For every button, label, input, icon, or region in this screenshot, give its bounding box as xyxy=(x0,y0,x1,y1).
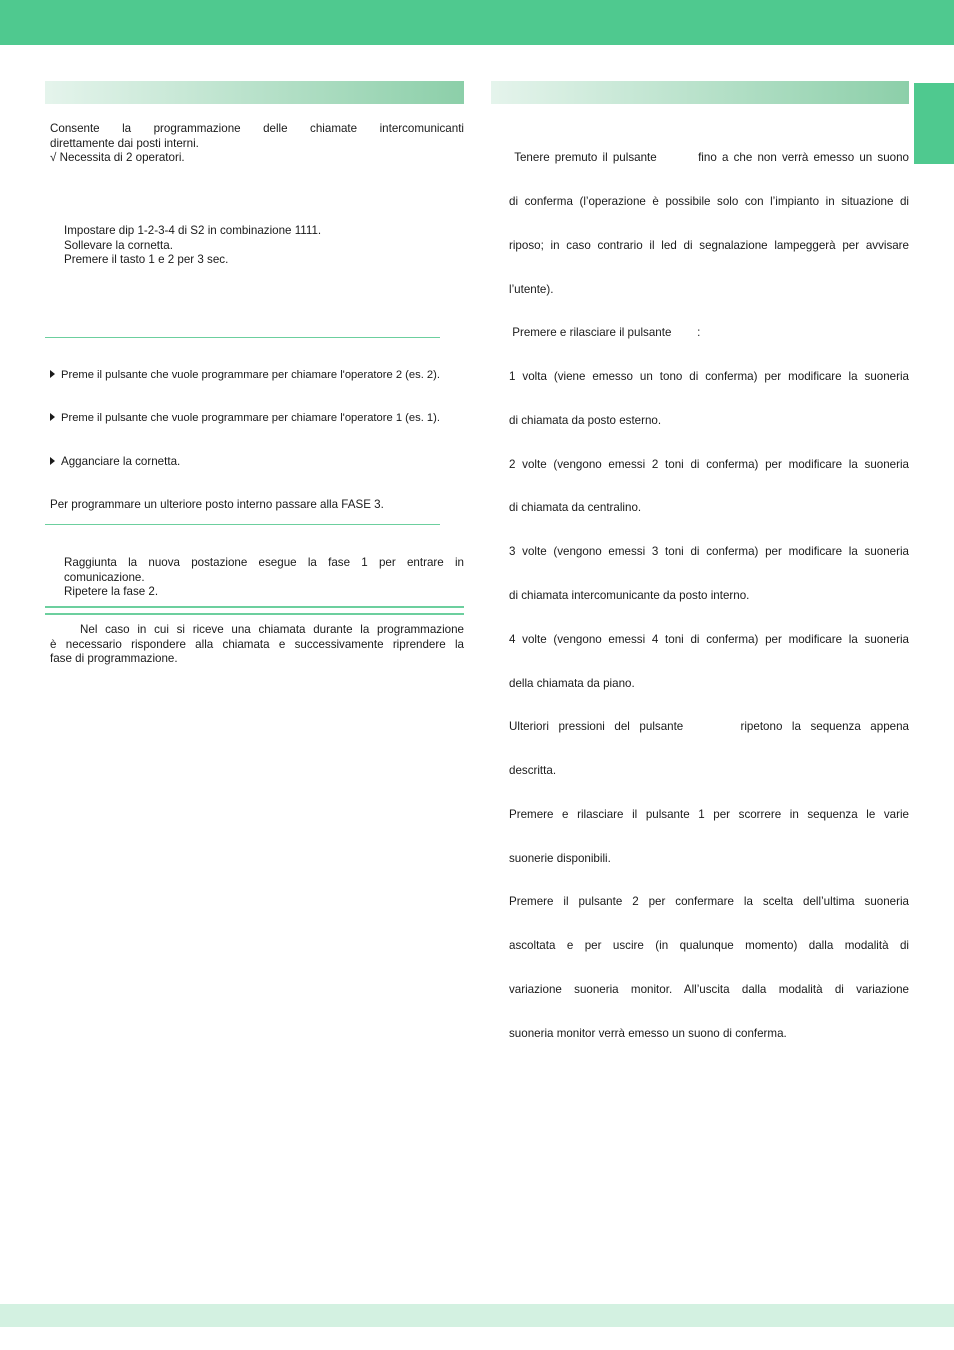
procedure-line: di chiamata da posto esterno. xyxy=(509,413,662,427)
procedure-line: 3 volte (vengono emessi 3 toni di conferma) per modificare la suoneria xyxy=(509,545,909,559)
note-divider-bottom xyxy=(45,613,464,615)
phase2-bullet xyxy=(50,368,440,383)
triangle-bullet-icon xyxy=(50,457,55,465)
top-color-bar xyxy=(0,0,954,45)
procedure-line: Ulteriori pressioni del pulsante ripetono la sequenza appena xyxy=(509,720,909,734)
divider-line xyxy=(45,337,440,338)
procedure-line: di chiamata da centralino. xyxy=(509,501,642,515)
note-line: fase di programmazione. xyxy=(50,652,178,666)
procedure-line: Premere il pulsante 2 per confermare la scelta dell’ultima suoneria xyxy=(509,895,909,909)
bottom-color-bar xyxy=(0,1304,954,1327)
procedure-line: di chiamata intercomunicante da posto interno. xyxy=(509,589,750,602)
note-line: è necessario rispondere alla chiamata e successivamente riprendere la xyxy=(50,637,464,651)
procedure-line: di conferma (l’operazione è possibile solo con l’impianto in situazione di xyxy=(509,194,909,208)
procedure-line: Tenere premuto il pulsante fino a che non verrà emesso un suono xyxy=(509,151,909,165)
phase1-step: Sollevare la cornetta. xyxy=(64,238,173,252)
note-divider-top xyxy=(45,606,464,608)
procedure-line: Premere e rilasciare il pulsante : xyxy=(509,326,701,340)
procedure-line: riposo; in caso contrario il led di segnalazione lampeggerà per avvisare xyxy=(509,238,909,252)
phase3-paragraph xyxy=(64,556,464,600)
triangle-bullet-icon xyxy=(50,413,55,421)
phase1-step: Impostare dip 1-2-3-4 di S2 in combinazione 1111. xyxy=(64,224,322,237)
phase1-step: Premere il tasto 1 e 2 per 3 sec. xyxy=(64,253,229,267)
phase2-note: Per programmare un ulteriore posto interno passare alla FASE 3. xyxy=(50,498,384,511)
ring-tone-procedure xyxy=(509,122,909,1056)
bullet-text: Agganciare la cornetta. xyxy=(61,455,181,468)
left-section-header xyxy=(45,81,464,104)
procedure-line: suoneria monitor verrà emesso un suono di conferma. xyxy=(509,1026,787,1040)
procedure-line: l’utente). xyxy=(509,282,554,296)
check-icon: √ xyxy=(50,151,57,165)
procedure-line: della chiamata da piano. xyxy=(509,676,635,690)
note-line: Nel caso in cui si riceve una chiamata durante la programmazione xyxy=(80,623,464,636)
note-paragraph xyxy=(50,623,464,667)
intro-line: direttamente dai posti interni. xyxy=(50,136,199,150)
phase1-steps xyxy=(64,224,464,268)
intro-check-text: Necessita di 2 operatori. xyxy=(59,151,185,165)
procedure-line: 1 volta (viene emesso un tono di conferma) per modificare la suoneria xyxy=(509,370,909,384)
phase3-line: comunicazione. xyxy=(64,570,145,584)
phase3-line: Ripetere la fase 2. xyxy=(64,585,159,599)
procedure-line: descritta. xyxy=(509,764,557,778)
section-side-tab xyxy=(914,83,954,164)
procedure-line: 2 volte (vengono emessi 2 toni di conferma) per modificare la suoneria xyxy=(509,457,909,471)
intro-line: Consente la programmazione delle chiamate intercomunicanti xyxy=(50,122,464,135)
procedure-line: ascoltata e per uscire (in qualunque momento) dalla modalità di xyxy=(509,939,909,953)
intro-paragraph xyxy=(50,122,464,166)
right-section-header xyxy=(491,81,909,104)
phase2-bullet xyxy=(50,411,440,426)
intro-check-item xyxy=(50,151,464,166)
triangle-bullet-icon xyxy=(50,370,55,378)
bullet-text: Preme il pulsante che vuole programmare per chiamare l'operatore 2 (es. 2). xyxy=(61,369,440,381)
phase2-bullet xyxy=(50,455,180,470)
procedure-line: 4 volte (vengono emessi 4 toni di conferma) per modificare la suoneria xyxy=(509,632,909,646)
phase3-line: Raggiunta la nuova postazione esegue la fase 1 per entrare in xyxy=(64,556,464,569)
bullet-text: Preme il pulsante che vuole programmare per chiamare l'operatore 1 (es. 1). xyxy=(61,412,440,424)
procedure-line: Premere e rilasciare il pulsante 1 per scorrere in sequenza le varie xyxy=(509,807,909,821)
procedure-line: variazione suoneria monitor. All’uscita dalla modalità di variazione xyxy=(509,983,909,997)
divider-line xyxy=(45,524,440,525)
procedure-line: suonerie disponibili. xyxy=(509,851,611,865)
